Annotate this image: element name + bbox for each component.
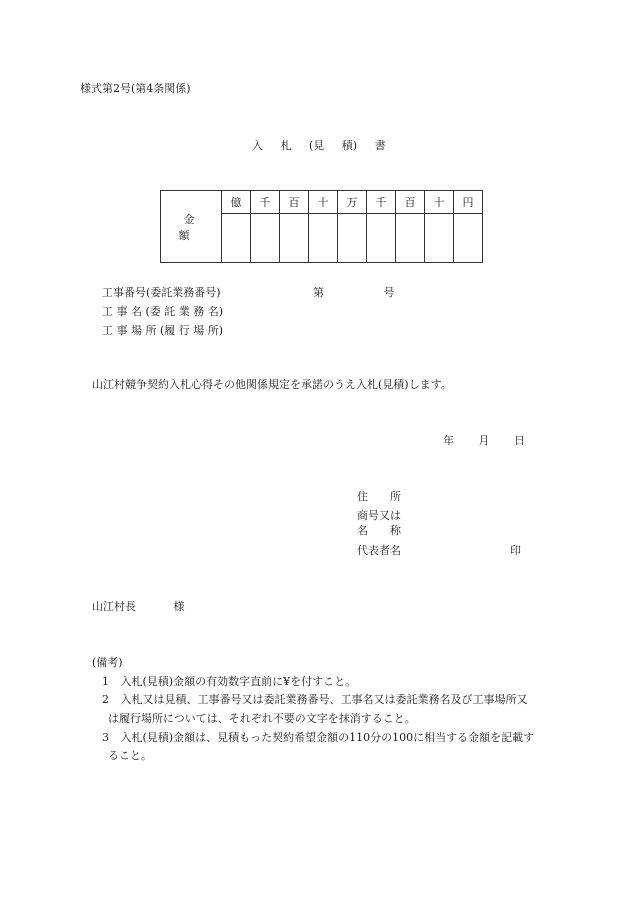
- title-char: (見: [309, 139, 325, 152]
- address-label: 住 所: [357, 490, 401, 503]
- unit-header: 十: [309, 191, 338, 214]
- seal-mark: 印: [510, 544, 521, 557]
- project-number-value: [313, 284, 395, 300]
- amount-label: 金 額: [178, 212, 234, 242]
- amount-digit-cell[interactable]: [367, 214, 396, 263]
- unit-header: 億: [222, 191, 251, 214]
- amount-table: [160, 190, 483, 263]
- note-text-continued: は履行場所については、それぞれ不要の文字を抹消すること。: [108, 712, 416, 725]
- addressee-honorific: 様: [173, 600, 185, 613]
- amount-digit-cell[interactable]: [280, 214, 309, 263]
- title-char: 積): [341, 139, 358, 152]
- amount-digit-cell[interactable]: [251, 214, 280, 263]
- form-label: 様式第2号(第4条関係): [80, 82, 191, 95]
- title-char: 入: [252, 139, 263, 152]
- date-month: 月: [478, 434, 490, 447]
- notes-title: (備考): [92, 656, 123, 669]
- date-year: 年: [443, 434, 454, 447]
- note-item: [102, 691, 528, 707]
- amount-label-cell: [161, 191, 234, 263]
- statement-text: 山江村競争契約入札心得その他関係規定を承諾のうえ入札(見積)します。: [92, 378, 452, 391]
- project-location-label: 工 事 場 所 (履 行 場 所): [102, 324, 224, 337]
- unit-header: 十: [425, 191, 454, 214]
- unit-header: 百: [280, 191, 309, 214]
- note-item: [102, 673, 356, 689]
- project-number-prefix: 第: [313, 286, 324, 299]
- title-char: 札: [280, 139, 292, 152]
- document-title: [252, 137, 386, 153]
- unit-header: 万: [338, 191, 367, 214]
- note-text-continued: ること。: [108, 749, 152, 762]
- project-number-suffix: 号: [383, 286, 395, 299]
- unit-header: 千: [367, 191, 396, 214]
- representative-label: 代表者名: [357, 544, 401, 557]
- addressee-name: 山江村長: [92, 600, 136, 613]
- date-day: 日: [514, 434, 525, 447]
- note-text: 入札(見積)金額の有効数字直前に¥を付すこと。: [120, 675, 357, 688]
- addressee: [92, 598, 185, 614]
- note-text: 入札又は見積、工事番号又は委託業務番号、工事名又は委託業務名及び工事場所又: [120, 693, 528, 706]
- trade-name-label-1: 商号又は: [357, 509, 401, 522]
- unit-header: 百: [396, 191, 425, 214]
- amount-digit-cell[interactable]: [425, 214, 454, 263]
- title-char: 書: [374, 139, 386, 152]
- amount-digit-cell[interactable]: [396, 214, 425, 263]
- amount-digit-cell[interactable]: [338, 214, 367, 263]
- note-number: 2: [102, 693, 109, 706]
- project-number-label: 工事番号(委託業務番号): [102, 286, 221, 299]
- note-item: [102, 729, 534, 745]
- unit-header: 千: [251, 191, 280, 214]
- note-text: 入札(見積)金額は、見積もった契約希望金額の110分の100に相当する金額を記載す: [120, 731, 535, 744]
- amount-digit-cell[interactable]: [309, 214, 338, 263]
- unit-header: 円: [454, 191, 483, 214]
- trade-name-label-2: 名 称: [357, 524, 401, 537]
- note-number: 1: [102, 675, 109, 688]
- amount-digit-cell[interactable]: [454, 214, 483, 263]
- date-line: [443, 432, 525, 448]
- project-name-label: 工 事 名 (委 託 業 務 名): [102, 305, 224, 318]
- note-number: 3: [102, 731, 109, 744]
